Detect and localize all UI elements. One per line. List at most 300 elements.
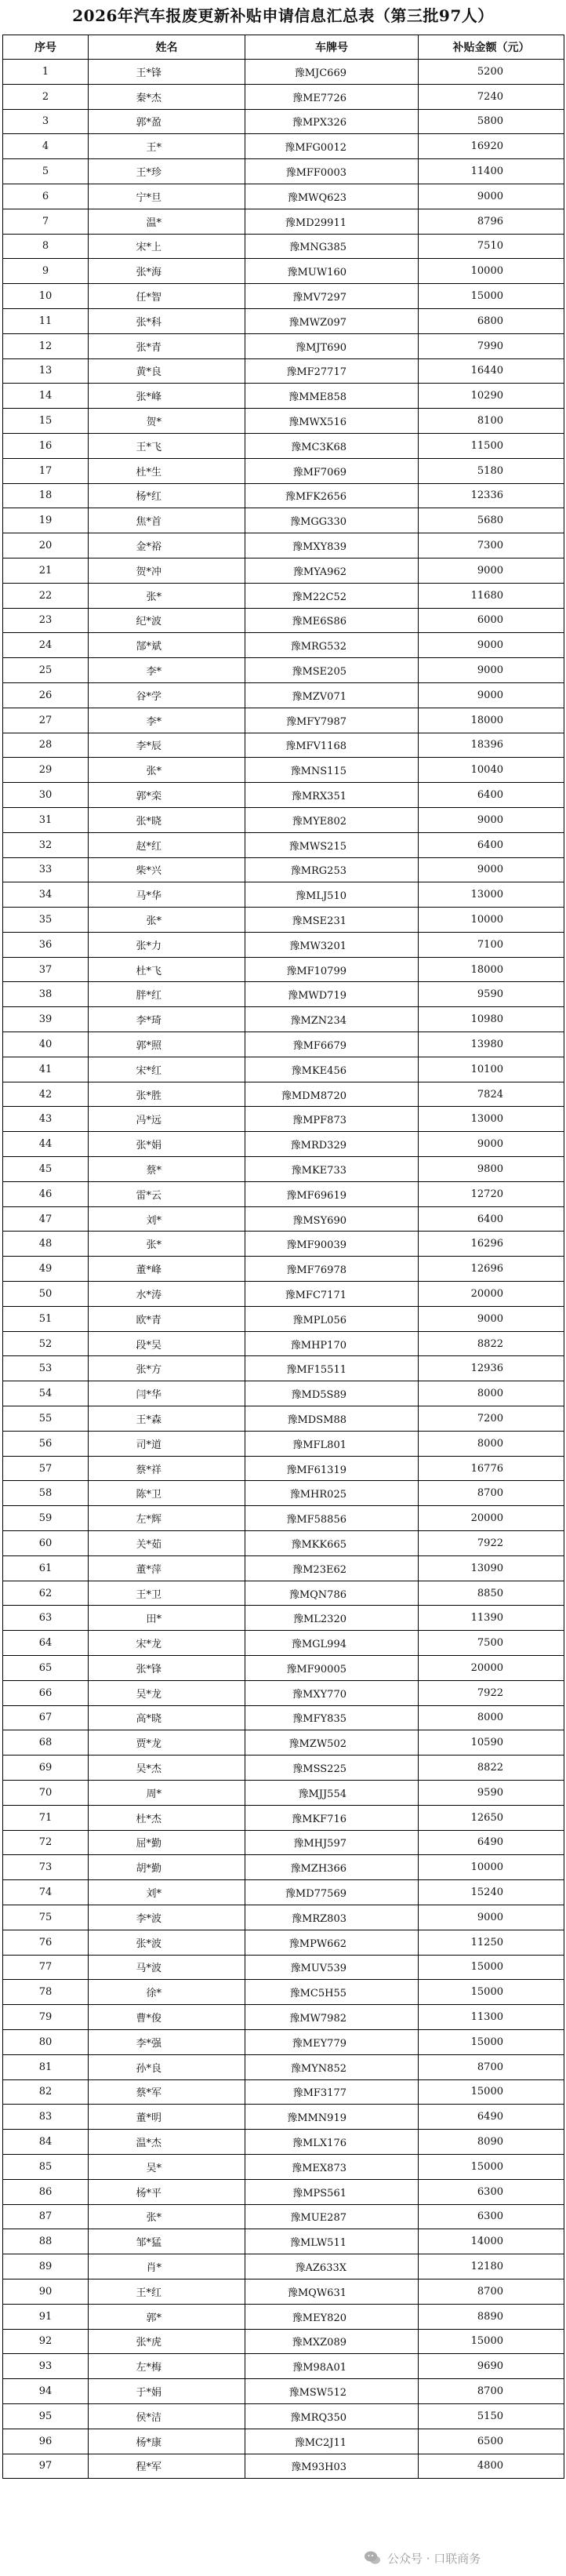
cell-plate: 豫MRX351 xyxy=(245,783,419,808)
cell-name: 刘* xyxy=(89,1880,245,1905)
cell-name: 闫*华 xyxy=(89,1381,245,1406)
cell-amount: 6400 xyxy=(419,783,564,808)
cell-plate: 豫MF58856 xyxy=(245,1506,419,1531)
cell-plate: 豫MFY7987 xyxy=(245,708,419,733)
table-row xyxy=(3,1930,564,1955)
cell-index: 26 xyxy=(3,682,89,708)
cell-amount: 13000 xyxy=(419,1107,564,1132)
table-row xyxy=(3,1431,564,1456)
table-row xyxy=(3,458,564,483)
cell-amount: 13000 xyxy=(419,882,564,908)
cell-name: 张*青 xyxy=(89,333,245,358)
cell-plate: 豫MZN234 xyxy=(245,1007,419,1032)
table-row xyxy=(3,1356,564,1381)
cell-name: 王* xyxy=(89,134,245,159)
cell-plate: 豫MZH366 xyxy=(245,1855,419,1880)
cell-amount: 18396 xyxy=(419,733,564,758)
table-row xyxy=(3,1381,564,1406)
cell-name: 王*红 xyxy=(89,2279,245,2304)
cell-index: 89 xyxy=(3,2254,89,2279)
cell-index: 90 xyxy=(3,2279,89,2304)
cell-name: 黄*良 xyxy=(89,358,245,384)
cell-name: 董*萍 xyxy=(89,1555,245,1581)
cell-amount: 12696 xyxy=(419,1257,564,1282)
cell-name: 郭*照 xyxy=(89,1032,245,1057)
cell-index: 11 xyxy=(3,308,89,333)
table-row xyxy=(3,682,564,708)
cell-name: 李*强 xyxy=(89,2029,245,2054)
cell-index: 16 xyxy=(3,433,89,458)
header-plate: 车牌号 xyxy=(245,35,419,60)
cell-plate: 豫ML2320 xyxy=(245,1606,419,1631)
cell-amount: 11390 xyxy=(419,1606,564,1631)
cell-name: 张* xyxy=(89,908,245,933)
table-row xyxy=(3,1955,564,1980)
cell-index: 3 xyxy=(3,109,89,134)
cell-amount: 7500 xyxy=(419,1631,564,1656)
cell-amount: 15000 xyxy=(419,2154,564,2179)
cell-amount: 9590 xyxy=(419,1780,564,1805)
table-row xyxy=(3,1232,564,1257)
cell-name: 马*华 xyxy=(89,882,245,908)
table-row xyxy=(3,209,564,234)
cell-plate: 豫MHP170 xyxy=(245,1331,419,1356)
cell-index: 82 xyxy=(3,2079,89,2105)
cell-name: 张*娟 xyxy=(89,1132,245,1157)
cell-plate: 豫MC5H55 xyxy=(245,1980,419,2005)
cell-name: 孙*良 xyxy=(89,2054,245,2079)
cell-name: 王*锋 xyxy=(89,60,245,85)
table-row xyxy=(3,758,564,783)
cell-name: 温*杰 xyxy=(89,2130,245,2155)
cell-plate: 豫M98A01 xyxy=(245,2354,419,2379)
cell-name: 张*力 xyxy=(89,932,245,957)
cell-plate: 豫MF15511 xyxy=(245,1356,419,1381)
cell-plate: 豫MF61319 xyxy=(245,1456,419,1481)
cell-plate: 豫MUW160 xyxy=(245,259,419,284)
cell-plate: 豫MMN919 xyxy=(245,2105,419,2130)
table-row xyxy=(3,1905,564,1930)
cell-plate: 豫MGL994 xyxy=(245,1631,419,1656)
cell-amount: 8700 xyxy=(419,2379,564,2404)
cell-name: 李*波 xyxy=(89,1905,245,1930)
cell-plate: 豫MD5S89 xyxy=(245,1381,419,1406)
cell-index: 77 xyxy=(3,1955,89,1980)
cell-plate: 豫MSE205 xyxy=(245,658,419,683)
table-row xyxy=(3,1531,564,1556)
cell-plate: 豫MWX516 xyxy=(245,409,419,434)
cell-plate: 豫MXZ089 xyxy=(245,2329,419,2354)
cell-index: 21 xyxy=(3,558,89,583)
cell-plate: 豫MWS215 xyxy=(245,832,419,857)
table-row xyxy=(3,2304,564,2329)
cell-index: 36 xyxy=(3,932,89,957)
table-row xyxy=(3,60,564,85)
table-row xyxy=(3,1132,564,1157)
cell-amount: 12936 xyxy=(419,1356,564,1381)
cell-plate: 豫MZW502 xyxy=(245,1730,419,1756)
cell-amount: 6490 xyxy=(419,1830,564,1855)
cell-amount: 9000 xyxy=(419,658,564,683)
cell-amount: 8822 xyxy=(419,1331,564,1356)
table-row xyxy=(3,409,564,434)
table-row xyxy=(3,832,564,857)
cell-plate: 豫MGG330 xyxy=(245,508,419,533)
cell-index: 27 xyxy=(3,708,89,733)
table-row xyxy=(3,1830,564,1855)
table-row xyxy=(3,558,564,583)
cell-name: 左*辉 xyxy=(89,1506,245,1531)
cell-plate: 豫MSS225 xyxy=(245,1756,419,1781)
table-row xyxy=(3,284,564,309)
cell-index: 34 xyxy=(3,882,89,908)
table-row xyxy=(3,608,564,633)
cell-plate: 豫MC3K68 xyxy=(245,433,419,458)
cell-plate: 豫MKE733 xyxy=(245,1157,419,1182)
table-row xyxy=(3,1082,564,1107)
cell-name: 贾*龙 xyxy=(89,1730,245,1756)
cell-index: 13 xyxy=(3,358,89,384)
cell-index: 71 xyxy=(3,1805,89,1830)
cell-plate: 豫MPW662 xyxy=(245,1930,419,1955)
cell-plate: 豫MFY835 xyxy=(245,1705,419,1730)
cell-plate: 豫MFL801 xyxy=(245,1431,419,1456)
cell-index: 38 xyxy=(3,982,89,1007)
cell-index: 88 xyxy=(3,2229,89,2254)
cell-name: 水*涛 xyxy=(89,1282,245,1307)
cell-amount: 9000 xyxy=(419,1306,564,1331)
table-row xyxy=(3,2229,564,2254)
header-index: 序号 xyxy=(3,35,89,60)
cell-amount: 7300 xyxy=(419,533,564,558)
cell-plate: 豫MUV539 xyxy=(245,1955,419,1980)
cell-index: 7 xyxy=(3,209,89,234)
cell-index: 24 xyxy=(3,633,89,658)
cell-name: 左*梅 xyxy=(89,2354,245,2379)
cell-amount: 5800 xyxy=(419,109,564,134)
cell-name: 屈*勤 xyxy=(89,1830,245,1855)
cell-name: 欧*青 xyxy=(89,1306,245,1331)
cell-plate: 豫MF3177 xyxy=(245,2079,419,2105)
cell-plate: 豫MV7297 xyxy=(245,284,419,309)
cell-plate: 豫MF90005 xyxy=(245,1656,419,1681)
cell-index: 68 xyxy=(3,1730,89,1756)
cell-index: 73 xyxy=(3,1855,89,1880)
cell-index: 67 xyxy=(3,1705,89,1730)
cell-amount: 8890 xyxy=(419,2304,564,2329)
cell-plate: 豫MEY820 xyxy=(245,2304,419,2329)
table-row xyxy=(3,2154,564,2179)
cell-index: 28 xyxy=(3,733,89,758)
cell-index: 60 xyxy=(3,1531,89,1556)
table-row xyxy=(3,583,564,608)
table-row xyxy=(3,2354,564,2379)
cell-index: 76 xyxy=(3,1930,89,1955)
cell-index: 45 xyxy=(3,1157,89,1182)
cell-plate: 豫MNG385 xyxy=(245,234,419,259)
cell-plate: 豫MFC7171 xyxy=(245,1282,419,1307)
cell-amount: 20000 xyxy=(419,1282,564,1307)
cell-amount: 7240 xyxy=(419,84,564,109)
cell-amount: 8000 xyxy=(419,1705,564,1730)
table-row xyxy=(3,908,564,933)
table-row xyxy=(3,2079,564,2105)
cell-name: 焦*首 xyxy=(89,508,245,533)
cell-index: 56 xyxy=(3,1431,89,1456)
table-row xyxy=(3,1730,564,1756)
cell-name: 贺*冲 xyxy=(89,558,245,583)
cell-plate: 豫MW7982 xyxy=(245,2005,419,2030)
table-row xyxy=(3,1181,564,1206)
subsidy-table xyxy=(2,35,564,2479)
cell-plate: 豫MKF716 xyxy=(245,1805,419,1830)
cell-name: 李*辰 xyxy=(89,733,245,758)
table-row xyxy=(3,882,564,908)
cell-amount: 7200 xyxy=(419,1406,564,1432)
cell-name: 张* xyxy=(89,583,245,608)
cell-amount: 9000 xyxy=(419,558,564,583)
cell-amount: 9000 xyxy=(419,184,564,209)
cell-amount: 15000 xyxy=(419,284,564,309)
cell-amount: 15000 xyxy=(419,2329,564,2354)
cell-name: 肖* xyxy=(89,2254,245,2279)
cell-plate: 豫MWD719 xyxy=(245,982,419,1007)
cell-name: 柴*兴 xyxy=(89,857,245,882)
cell-index: 53 xyxy=(3,1356,89,1381)
table-row xyxy=(3,1555,564,1581)
cell-index: 9 xyxy=(3,259,89,284)
cell-name: 司*道 xyxy=(89,1431,245,1456)
cell-index: 29 xyxy=(3,758,89,783)
cell-amount: 8100 xyxy=(419,409,564,434)
cell-name: 张*虎 xyxy=(89,2329,245,2354)
cell-amount: 9000 xyxy=(419,1905,564,1930)
cell-plate: 豫MHJ597 xyxy=(245,1830,419,1855)
cell-name: 张*晓 xyxy=(89,807,245,832)
cell-index: 14 xyxy=(3,384,89,409)
cell-name: 杨*红 xyxy=(89,483,245,508)
cell-name: 郜*斌 xyxy=(89,633,245,658)
cell-name: 张* xyxy=(89,758,245,783)
cell-amount: 9590 xyxy=(419,982,564,1007)
table-row xyxy=(3,733,564,758)
cell-plate: 豫MF90039 xyxy=(245,1232,419,1257)
cell-index: 42 xyxy=(3,1082,89,1107)
cell-index: 48 xyxy=(3,1232,89,1257)
table-row xyxy=(3,1481,564,1506)
cell-amount: 5150 xyxy=(419,2403,564,2429)
cell-index: 22 xyxy=(3,583,89,608)
cell-amount: 12650 xyxy=(419,1805,564,1830)
cell-index: 30 xyxy=(3,783,89,808)
cell-plate: 豫MPL056 xyxy=(245,1306,419,1331)
table-row xyxy=(3,159,564,184)
cell-name: 马*波 xyxy=(89,1955,245,1980)
cell-name: 杨*平 xyxy=(89,2179,245,2204)
table-row xyxy=(3,2429,564,2454)
table-row xyxy=(3,2204,564,2229)
cell-name: 王*卫 xyxy=(89,1581,245,1606)
cell-amount: 16920 xyxy=(419,134,564,159)
cell-index: 66 xyxy=(3,1680,89,1705)
cell-plate: 豫M23E62 xyxy=(245,1555,419,1581)
cell-amount: 8700 xyxy=(419,1481,564,1506)
cell-plate: 豫MF7069 xyxy=(245,458,419,483)
cell-amount: 7990 xyxy=(419,333,564,358)
cell-plate: 豫MC2J11 xyxy=(245,2429,419,2454)
cell-name: 郭* xyxy=(89,2304,245,2329)
cell-plate: 豫MDSM88 xyxy=(245,1406,419,1432)
cell-name: 李*琦 xyxy=(89,1007,245,1032)
cell-amount: 10980 xyxy=(419,1007,564,1032)
cell-index: 39 xyxy=(3,1007,89,1032)
cell-name: 董*明 xyxy=(89,2105,245,2130)
cell-plate: 豫MLW511 xyxy=(245,2229,419,2254)
cell-amount: 7922 xyxy=(419,1680,564,1705)
cell-amount: 8822 xyxy=(419,1756,564,1781)
cell-amount: 6000 xyxy=(419,608,564,633)
cell-index: 94 xyxy=(3,2379,89,2404)
cell-plate: 豫MD29911 xyxy=(245,209,419,234)
table-row xyxy=(3,358,564,384)
cell-index: 74 xyxy=(3,1880,89,1905)
cell-plate: 豫MRZ803 xyxy=(245,1905,419,1930)
cell-plate: 豫MKK665 xyxy=(245,1531,419,1556)
table-row xyxy=(3,2105,564,2130)
cell-plate: 豫AZ633X xyxy=(245,2254,419,2279)
cell-name: 秦*杰 xyxy=(89,84,245,109)
cell-index: 1 xyxy=(3,60,89,85)
table-row xyxy=(3,932,564,957)
cell-amount: 8000 xyxy=(419,1431,564,1456)
table-row xyxy=(3,1606,564,1631)
cell-name: 王*森 xyxy=(89,1406,245,1432)
cell-name: 刘* xyxy=(89,1206,245,1232)
cell-amount: 11680 xyxy=(419,583,564,608)
header-amount: 补贴金额（元） xyxy=(419,35,564,60)
cell-index: 92 xyxy=(3,2329,89,2354)
table-row xyxy=(3,1705,564,1730)
cell-name: 金*裕 xyxy=(89,533,245,558)
cell-name: 李* xyxy=(89,708,245,733)
cell-amount: 8000 xyxy=(419,1381,564,1406)
cell-name: 李* xyxy=(89,658,245,683)
cell-amount: 8796 xyxy=(419,209,564,234)
cell-index: 33 xyxy=(3,857,89,882)
cell-index: 84 xyxy=(3,2130,89,2155)
cell-name: 蔡* xyxy=(89,1157,245,1182)
cell-index: 12 xyxy=(3,333,89,358)
cell-plate: 豫MXY839 xyxy=(245,533,419,558)
cell-name: 关*茹 xyxy=(89,1531,245,1556)
cell-name: 宋*红 xyxy=(89,1057,245,1082)
cell-index: 83 xyxy=(3,2105,89,2130)
table-row xyxy=(3,2005,564,2030)
cell-plate: 豫MRG253 xyxy=(245,857,419,882)
cell-name: 杜*生 xyxy=(89,458,245,483)
cell-plate: 豫MF69619 xyxy=(245,1181,419,1206)
cell-plate: 豫MJT690 xyxy=(245,333,419,358)
cell-plate: 豫MF27717 xyxy=(245,358,419,384)
cell-index: 69 xyxy=(3,1756,89,1781)
cell-name: 于*娟 xyxy=(89,2379,245,2404)
cell-plate: 豫MQW631 xyxy=(245,2279,419,2304)
cell-name: 田* xyxy=(89,1606,245,1631)
cell-amount: 10000 xyxy=(419,1855,564,1880)
table-row xyxy=(3,1206,564,1232)
cell-index: 87 xyxy=(3,2204,89,2229)
cell-plate: 豫MYA962 xyxy=(245,558,419,583)
cell-name: 雷*云 xyxy=(89,1181,245,1206)
header-name: 姓名 xyxy=(89,35,245,60)
cell-plate: 豫MWZ097 xyxy=(245,308,419,333)
cell-name: 杜*飞 xyxy=(89,957,245,982)
cell-plate: 豫M22C52 xyxy=(245,583,419,608)
cell-plate: 豫MNS115 xyxy=(245,758,419,783)
cell-amount: 12720 xyxy=(419,1181,564,1206)
cell-plate: 豫MEX873 xyxy=(245,2154,419,2179)
cell-plate: 豫MD77569 xyxy=(245,1880,419,1905)
table-row xyxy=(3,2279,564,2304)
cell-plate: 豫MF6679 xyxy=(245,1032,419,1057)
cell-name: 曹*俊 xyxy=(89,2005,245,2030)
table-row xyxy=(3,2054,564,2079)
table-row xyxy=(3,1057,564,1082)
cell-plate: 豫MPF873 xyxy=(245,1107,419,1132)
cell-name: 任*智 xyxy=(89,284,245,309)
cell-index: 59 xyxy=(3,1506,89,1531)
cell-name: 程*军 xyxy=(89,2454,245,2479)
table-row xyxy=(3,1880,564,1905)
cell-amount: 11300 xyxy=(419,2005,564,2030)
cell-plate: 豫MME858 xyxy=(245,384,419,409)
cell-amount: 9690 xyxy=(419,2354,564,2379)
table-row xyxy=(3,957,564,982)
cell-index: 97 xyxy=(3,2454,89,2479)
cell-plate: 豫MLX176 xyxy=(245,2130,419,2155)
table-row xyxy=(3,533,564,558)
table-row xyxy=(3,982,564,1007)
cell-amount: 12336 xyxy=(419,483,564,508)
cell-amount: 13980 xyxy=(419,1032,564,1057)
cell-amount: 15000 xyxy=(419,2079,564,2105)
cell-index: 6 xyxy=(3,184,89,209)
cell-amount: 10290 xyxy=(419,384,564,409)
table-body xyxy=(3,60,564,2479)
cell-name: 吴* xyxy=(89,2154,245,2179)
cell-amount: 15000 xyxy=(419,1955,564,1980)
cell-index: 96 xyxy=(3,2429,89,2454)
cell-plate: 豫MFV1168 xyxy=(245,733,419,758)
cell-plate: 豫MSE231 xyxy=(245,908,419,933)
cell-amount: 16440 xyxy=(419,358,564,384)
cell-index: 10 xyxy=(3,284,89,309)
cell-amount: 9000 xyxy=(419,633,564,658)
cell-index: 61 xyxy=(3,1555,89,1581)
cell-plate: 豫MJC669 xyxy=(245,60,419,85)
table-row xyxy=(3,333,564,358)
table-row xyxy=(3,234,564,259)
wechat-icon xyxy=(364,2549,381,2567)
cell-plate: 豫MFK2656 xyxy=(245,483,419,508)
cell-amount: 9800 xyxy=(419,1157,564,1182)
cell-index: 31 xyxy=(3,807,89,832)
cell-index: 93 xyxy=(3,2354,89,2379)
cell-amount: 10040 xyxy=(419,758,564,783)
cell-index: 17 xyxy=(3,458,89,483)
table-row xyxy=(3,1581,564,1606)
cell-name: 董*峰 xyxy=(89,1257,245,1282)
